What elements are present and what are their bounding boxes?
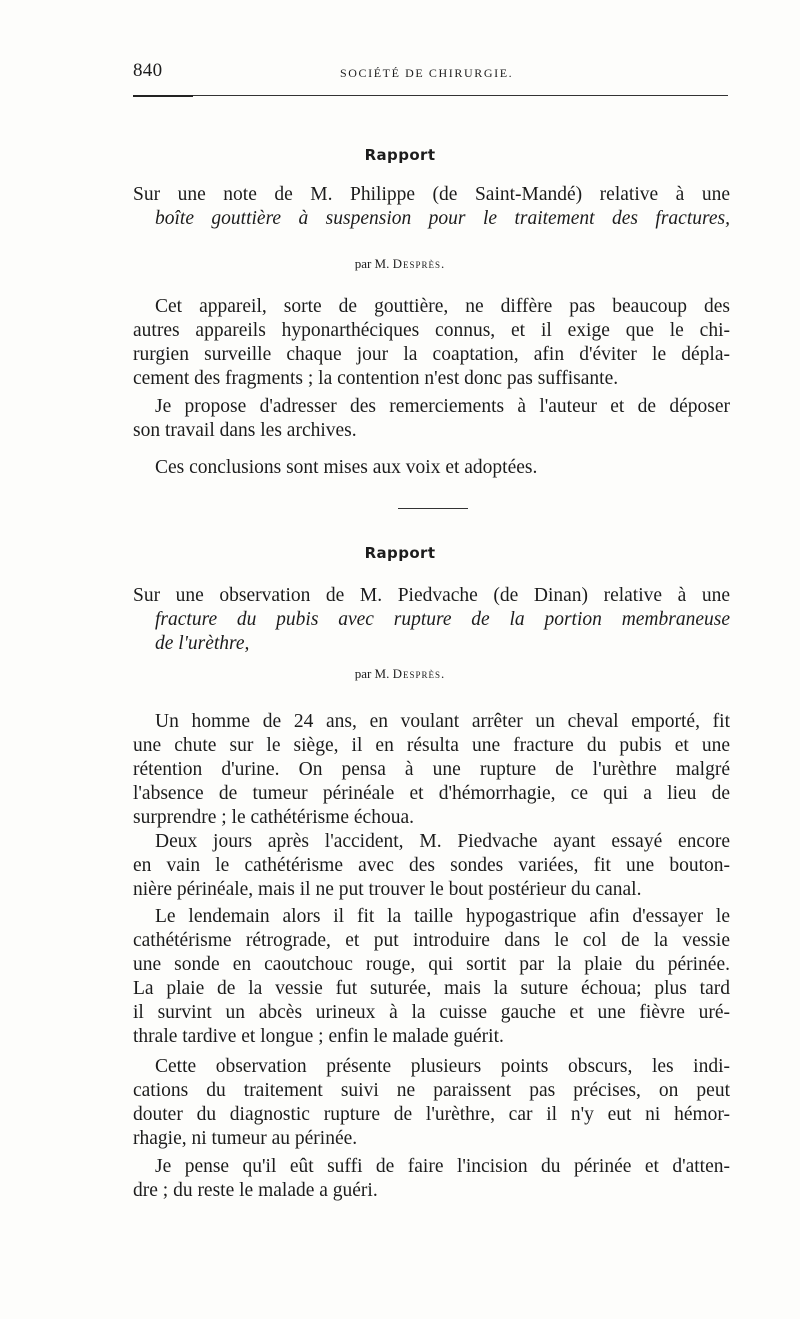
paragraph-line: une sonde en caoutchouc rouge, qui sortit par la plaie du périnée.: [133, 954, 730, 975]
report-2-paragraph-5: [133, 1155, 730, 1203]
paragraph-line: thrale tardive et longue ; enfin le malade guérit.: [133, 1026, 504, 1047]
report-2-paragraph-1: [133, 710, 730, 830]
paragraph-line: Le lendemain alors il fit la taille hypogastrique afin d'essayer le: [155, 906, 730, 927]
report-1-paragraph-2: [133, 395, 730, 443]
paragraph-line: Deux jours après l'accident, M. Piedvache ayant essayé encore: [155, 831, 730, 852]
paragraph-line: autres appareils hyponarthéciques connus, et il exige que le chi-: [133, 320, 730, 341]
paragraph-line: Cet appareil, sorte de gouttière, ne diffère pas beaucoup des: [155, 296, 730, 317]
paragraph-line: Cette observation présente plusieurs points obscurs, les indi-: [155, 1056, 730, 1077]
paragraph-line: douter du diagnostic rupture de l'urèthre, car il n'y eut ni hémor-: [133, 1104, 730, 1125]
report-1-paragraph-3: [133, 456, 730, 480]
report-1-byline-prefix: par M.: [354, 256, 390, 271]
report-1-subject-italic: [133, 207, 730, 231]
paragraph-line: rétention d'urine. On pensa à une rupture de l'urèthre malgré: [133, 759, 730, 780]
report-2-byline: [0, 666, 800, 682]
paragraph-line: une chute sur le siège, il en résulta une fracture du pubis et une: [133, 735, 730, 756]
paragraph-line: cations du traitement suivi ne paraissent pas précises, on peut: [133, 1080, 730, 1101]
report-2-subject-italic-1: [133, 608, 730, 632]
report-2-title: Rapport: [364, 544, 436, 562]
paragraph-line: Je pense qu'il eût suffi de faire l'incision du périnée et d'atten-: [155, 1156, 730, 1177]
report-2-paragraph-3: [133, 905, 730, 1049]
report-2-paragraph-2: [133, 830, 730, 902]
report-1-byline-author: Desprès.: [392, 256, 446, 271]
report-1-byline: [0, 256, 800, 272]
report-2-subject: [133, 584, 730, 656]
running-title: SOCIÉTÉ DE CHIRURGIE.: [340, 66, 514, 80]
paragraph-line: Un homme de 24 ans, en voulant arrêter un cheval emporté, fit: [155, 711, 730, 732]
report-1-subject-italic-text: boîte gouttière à suspension pour le traitement des fractures,: [155, 208, 730, 229]
report-1-paragraph-1: [133, 295, 730, 391]
paragraph-line: cement des fragments ; la contention n'est donc pas suffisante.: [133, 368, 619, 389]
report-2-subject-line: Sur une observation de M. Piedvache (de Dinan) relative à une: [133, 585, 730, 606]
paragraph-line: en vain le cathétérisme avec des sondes variées, fit une bouton-: [133, 855, 730, 876]
report-2-subject-italic-text-2: de l'urèthre,: [155, 633, 250, 654]
paragraph-line: rurgien surveille chaque jour la coaptation, afin d'éviter le dépla-: [133, 344, 730, 365]
report-1-subject-line: Sur une note de M. Philippe (de Saint-Mandé) relative à une: [133, 184, 730, 205]
page-number: 840: [133, 60, 163, 81]
paragraph-line: nière périnéale, mais il ne put trouver le bout postérieur du canal.: [133, 879, 642, 900]
report-2-subject-italic-2: [133, 632, 730, 656]
paragraph-line: l'absence de tumeur périnéale et d'hémorrhagie, ce qui a lieu de: [133, 783, 730, 804]
header-rule: [133, 95, 728, 96]
paragraph-line: La plaie de la vessie fut suturée, mais la suture échoua; plus tard: [133, 978, 730, 999]
paragraph-line: Ces conclusions sont mises aux voix et adoptées.: [155, 457, 538, 478]
paragraph-line: surprendre ; le cathétérisme échoua.: [133, 807, 414, 828]
report-2-subject-italic-text-1: fracture du pubis avec rupture de la portion membraneuse: [155, 609, 730, 630]
paragraph-line: il survint un abcès urineux à la cuisse gauche et une fièvre uré-: [133, 1002, 730, 1023]
paragraph-line: Je propose d'adresser des remerciements à l'auteur et de déposer: [155, 396, 730, 417]
paragraph-line: rhagie, ni tumeur au périnée.: [133, 1128, 358, 1149]
report-1-title: Rapport: [364, 146, 436, 164]
section-separator: [398, 508, 468, 509]
report-1-subject: [133, 183, 730, 231]
paragraph-line: cathétérisme rétrograde, et put introduire dans le col de la vessie: [133, 930, 730, 951]
paragraph-line: son travail dans les archives.: [133, 420, 357, 441]
paragraph-line: dre ; du reste le malade a guéri.: [133, 1180, 378, 1201]
report-2-byline-prefix: par M.: [354, 666, 390, 681]
report-2-paragraph-4: [133, 1055, 730, 1151]
header-rule-accent: [133, 95, 193, 97]
report-2-byline-author: Desprès.: [392, 666, 446, 681]
